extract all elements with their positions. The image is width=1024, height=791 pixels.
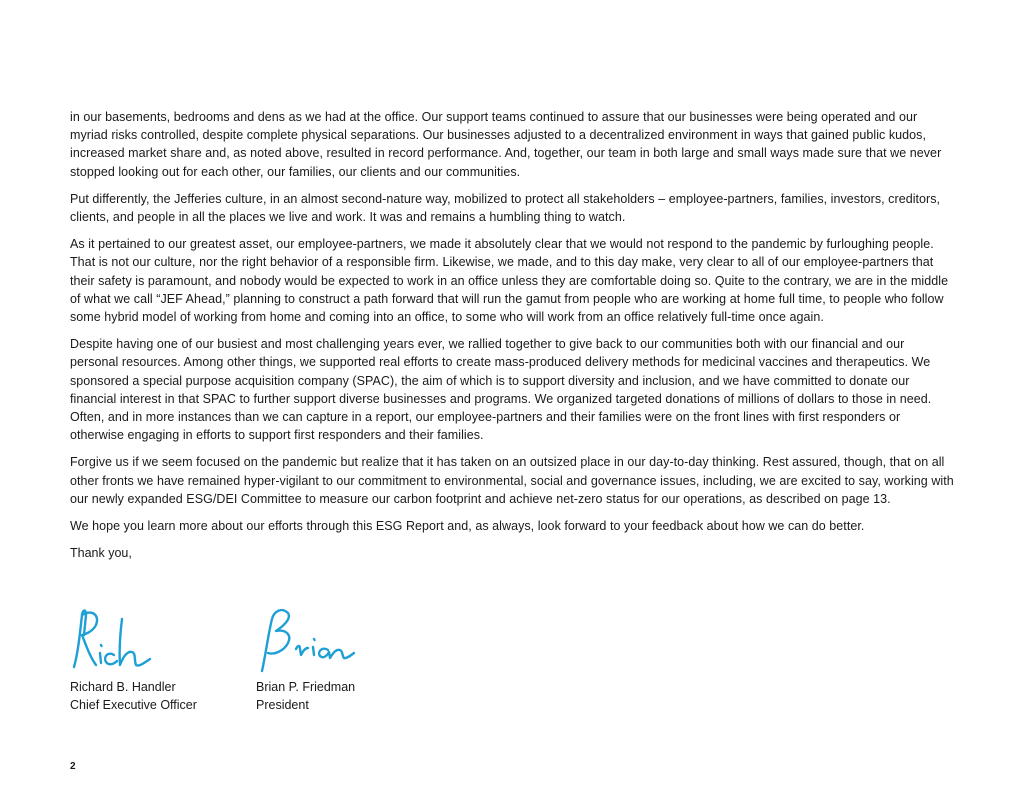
signatory-title: Chief Executive Officer [70,698,197,713]
signature-block-president [256,605,366,714]
closing-salutation: Thank you, [70,546,132,561]
signature-rich-image [70,605,180,675]
page-number: 2 [70,761,76,772]
paragraph-4: Despite having one of our busiest and most challenging years ever, we rallied together to give back to our communities both with our financial and our personal resources. Among other things, we supported real efforts to create mass-produced delivery methods for medicinal vaccines and therapeutics. We sponsored a special purpose acquisition company (SPAC), the aim of which is to support diversity and inclusion, and we have committed to donate our financial interest in that SPAC to further support diverse businesses and programs. We organized targeted donations of millions of dollars to those in need. Often, and in more instances than we can capture in a report, our employee-partners and their families were on the front lines with first responders or otherwise engaging in efforts to support first responders and their families. [70,337,932,443]
paragraph-2: Put differently, the Jefferies culture, in an almost second-nature way, mobilized to protect all stakeholders – employee-partners, families, investors, creditors, clients, and people in all the places we live and work. It was and remains a humbling thing to watch. [70,191,941,225]
paragraph-5: Forgive us if we seem focused on the pandemic but realize that it has taken on an outsized place in our day-to-day thinking. Rest assured, though, that on all other fronts we have remained hyper-vigilant to our commitment to environmental, social and governance issues, including, we are excited to say, working with our newly expanded ESG/DEI Committee to measure our carbon footprint and achieve net-zero status for our operations, as described on page 13. [70,455,954,506]
signatory-name: Richard B. Handler [70,680,176,694]
paragraph-6: We hope you learn more about our efforts through this ESG Report and, as always, look forward to your feedback about how we can do better. [70,519,865,534]
paragraph-3: As it pertained to our greatest asset, our employee-partners, we made it absolutely clear that we would not respond to the pandemic by furloughing people. That is not our culture, nor the right behavior of a responsible firm. Likewise, we made, and to this day make, very clear to all of our employee-partners that their safety is paramount, and nobody would be expected to work in an office unless they are comfortable doing so. Quite to the contrary, we are in the middle of what we call “JEF Ahead,” planning to construct a path forward that will run the gamut from people who are working at home full time, to people who follow some hybrid model of working from home and coming into an office, to some who will work from an office relatively full-time once again. [70,237,949,325]
signature-block-ceo [70,605,197,714]
signatory-title: President [256,698,309,713]
signatures-section [70,605,470,725]
letter-body [70,108,954,562]
signatory-name: Brian P. Friedman [256,680,356,694]
paragraph-1: in our basements, bedrooms and dens as we had at the office. Our support teams continued to assure that our businesses were being operated and our myriad risks controlled, despite complete physical separations. Our businesses adjusted to a decentralized environment in ways that gained public kudos, increased market share and, as noted above, resulted in record performance. And, together, our team in both large and small ways made sure that we never stopped looking out for each other, our families, our clients and our communities. [70,110,942,179]
signature-brian-image [256,605,366,675]
